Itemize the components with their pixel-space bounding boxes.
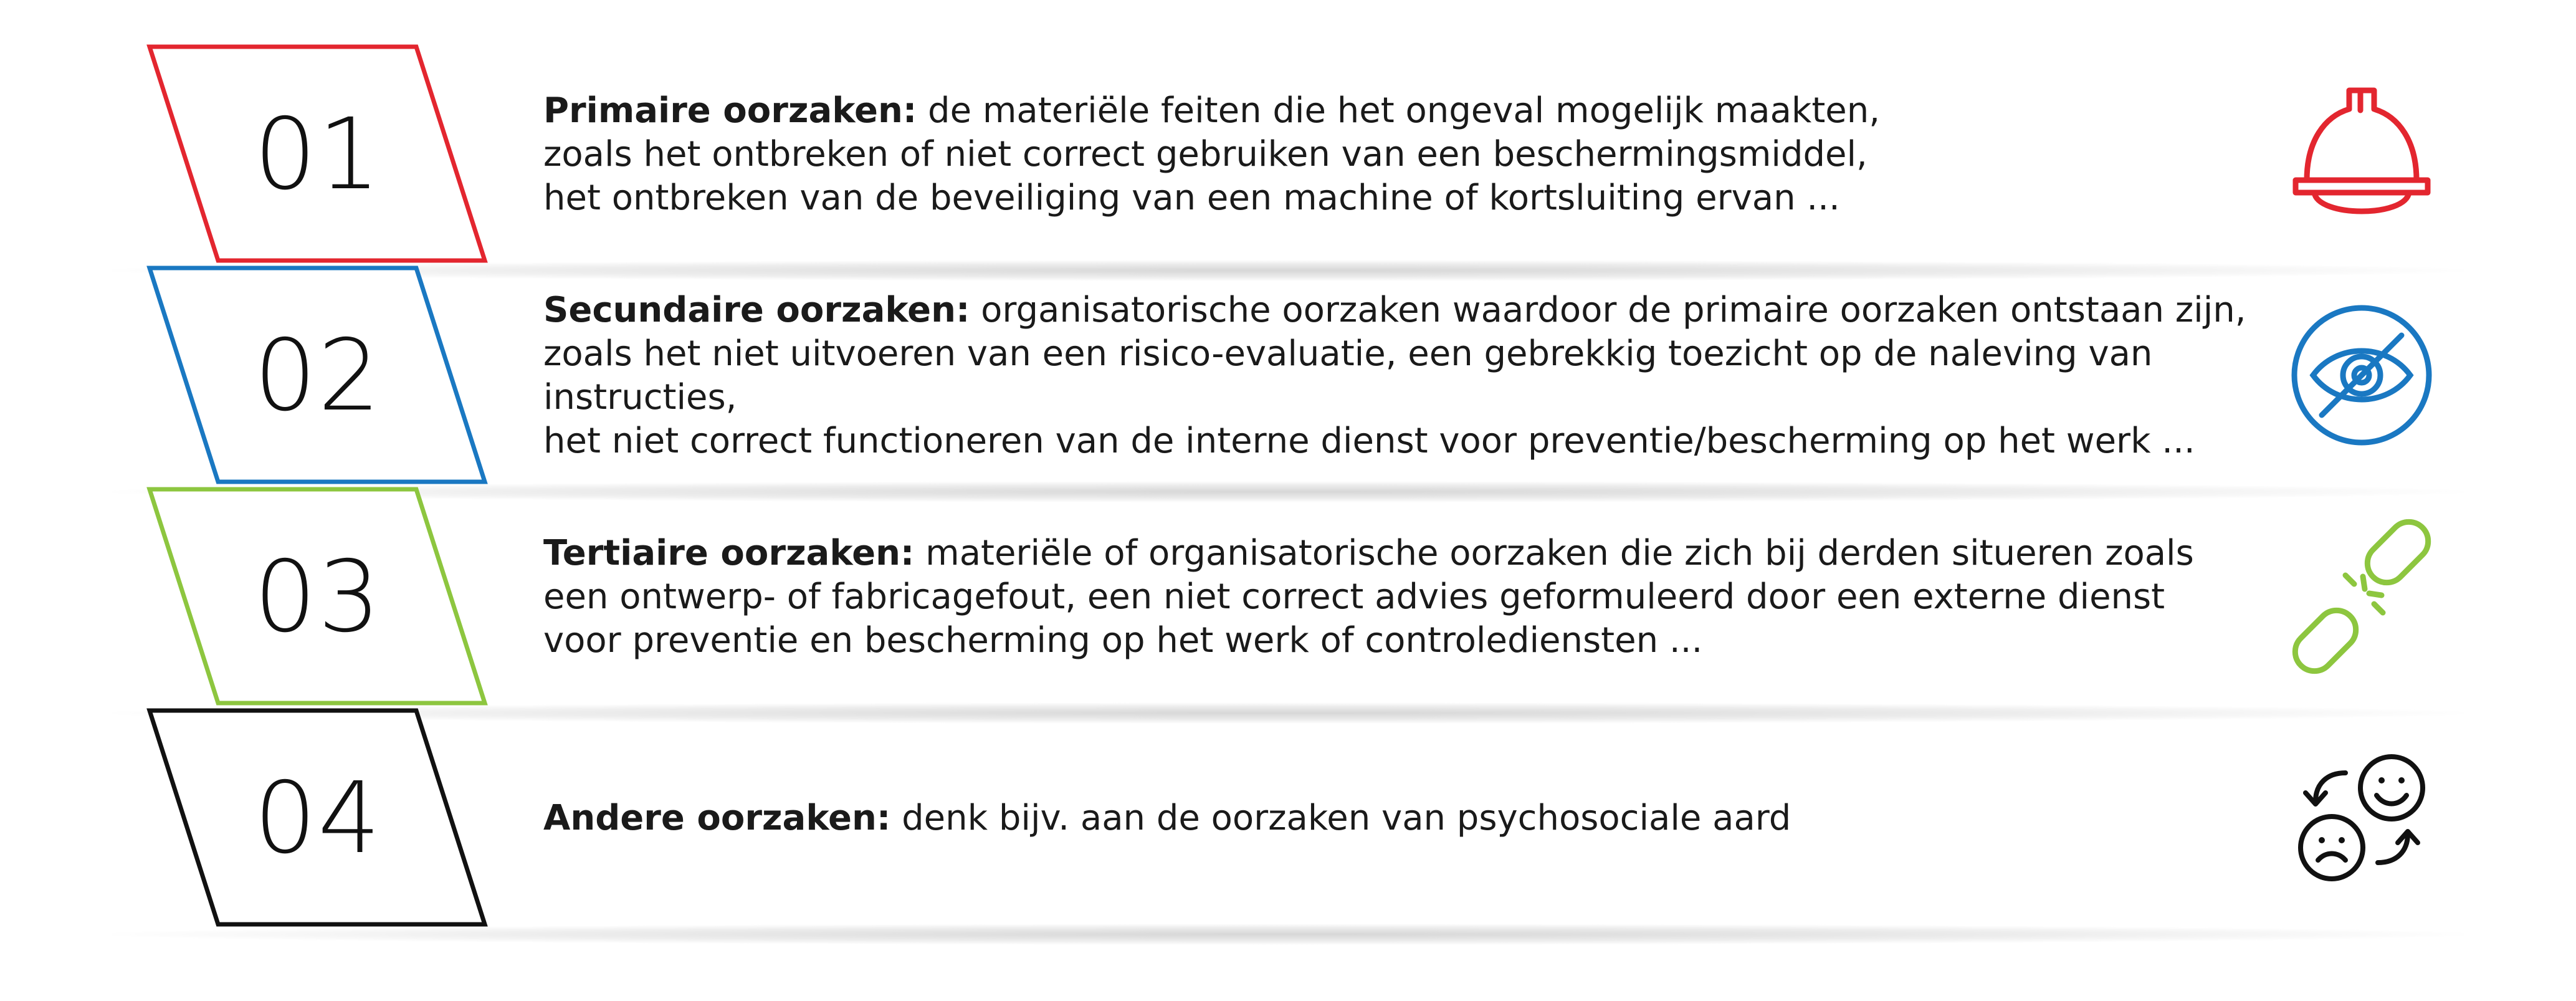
cause-body: de materiële feiten die het ongeval mogelijk maakten, zoals het ontbreken of niet correct gebruiken van een beschermingsmiddel, het ontbreken van de beveiliging van een machine of kortsluiting ervan ... xyxy=(543,90,1881,218)
cause-title: Tertiaire oorzaken: xyxy=(543,532,915,573)
cause-description xyxy=(543,44,2263,265)
mood-swing-icon xyxy=(2281,737,2443,899)
cause-title: Secundaire oorzaken: xyxy=(543,289,970,330)
cause-text-block xyxy=(543,532,2194,663)
eye-crossed-icon xyxy=(2281,294,2443,456)
cause-body: materiële of organisatorische oorzaken die zich bij derden situeren zoals een ontwerp- of fabricagefout, een niet correct advies geformuleerd door een externe dienst voor preventie en bescherming op het werk of controlediensten ... xyxy=(543,532,2194,661)
number-badge xyxy=(143,707,492,929)
cause-row-primary xyxy=(0,44,2576,265)
cause-text-block xyxy=(543,89,1880,220)
number-label: 01 xyxy=(254,97,382,212)
number-label: 02 xyxy=(254,318,382,433)
number-label: 04 xyxy=(254,760,382,876)
number-badge xyxy=(143,265,492,486)
cause-title: Primaire oorzaken: xyxy=(543,90,917,131)
safety-helmet-icon xyxy=(2281,73,2443,235)
cause-row-tertiary xyxy=(0,486,2576,707)
cause-title: Andere oorzaken: xyxy=(543,797,891,838)
cause-text-block xyxy=(543,289,2263,463)
cause-body: organisatorische oorzaken waardoor de primaire oorzaken ontstaan zijn, zoals het niet uitvoeren van een risico-evaluatie, een gebrekkig toezicht op de naleving van instructies, het niet correct functioneren van de interne dienst voor preventie/bescherming op het werk ... xyxy=(543,289,2246,461)
cause-body: denk bijv. aan de oorzaken van psychosociale aard xyxy=(902,797,1791,838)
cause-text-block xyxy=(543,797,1791,840)
number-badge xyxy=(143,486,492,707)
number-label: 03 xyxy=(254,539,382,654)
cause-description xyxy=(543,486,2263,707)
cause-row-secondary xyxy=(0,265,2576,486)
broken-chain-icon xyxy=(2281,515,2443,678)
number-badge xyxy=(143,44,492,265)
cause-row-other xyxy=(0,707,2576,929)
cause-description xyxy=(543,265,2263,486)
cause-description xyxy=(543,707,2263,929)
